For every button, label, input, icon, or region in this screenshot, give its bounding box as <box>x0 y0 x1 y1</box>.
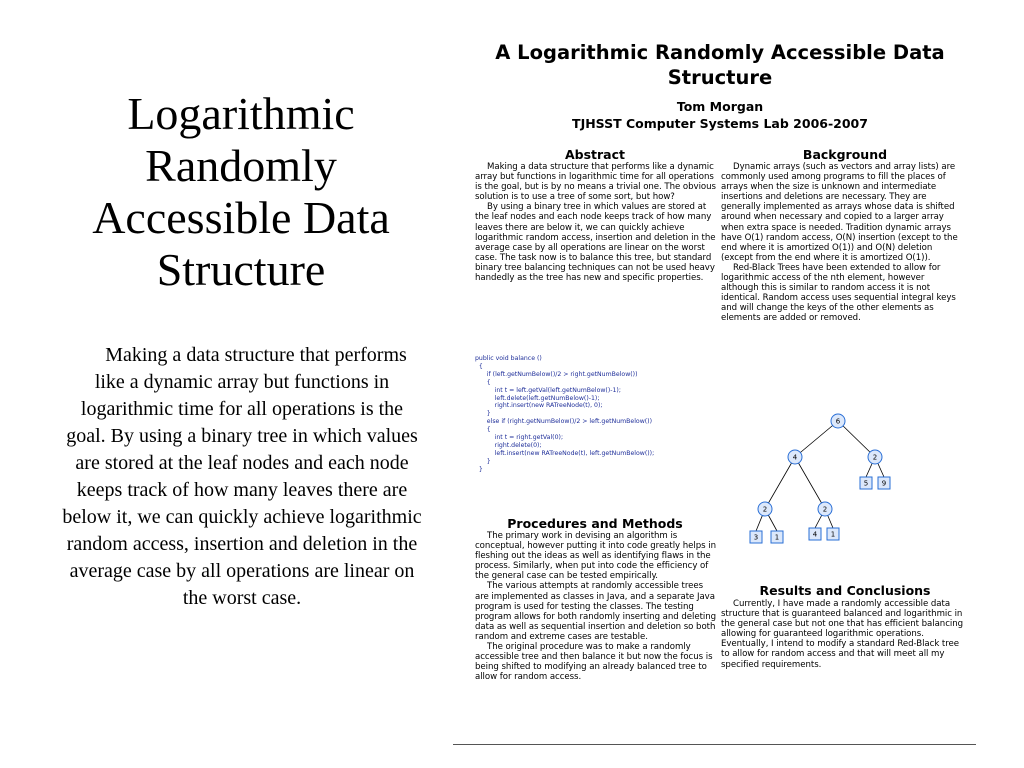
tree-leaf-label: 3 <box>753 533 759 542</box>
background-paragraph: Red-Black Trees have been extended to allow for logarithmic access of the nth element, however although this is similar to random access it is not identical. Random access uses sequential integral keys and will change the keys of the other elements as elements are added or removed. <box>721 262 956 324</box>
tree-leaf-label: 1 <box>774 533 780 542</box>
abstract-text <box>475 162 718 283</box>
procedures-paragraph: The primary work in devising an algorithm is conceptual, however putting it into code greatly helps in fleshing out the ideas as well as identifying flaws in the process. Similarly, when put into code the efficiency of the general case can be tested empirically. <box>475 531 716 582</box>
results-heading: Results and Conclusions <box>759 583 931 598</box>
tree-leaf-label: 1 <box>830 530 836 539</box>
background-text <box>721 162 963 324</box>
slide-title: Logarithmic Randomly Accessible Data Structure <box>92 88 390 295</box>
background-heading: Background <box>802 147 888 162</box>
poster-author: Tom Morgan <box>676 99 764 114</box>
abstract-heading: Abstract <box>564 147 626 162</box>
background-paragraph: Dynamic arrays (such as vectors and array lists) are commonly used among programs to fill the places of arrays when the size is unknown and intermediate insertions and deletions are necessary. They are generally implemented as arrays whose data is shifted around when necessary and copied to a larger array when extra space is needed. Tradition dynamic arrays have O(1) random access, O(N) insertion (except to the end where it is amortized O(1)) and O(N) deletion (except from the end where it is amortized O(1)). <box>721 162 958 263</box>
procedures-paragraph: The various attempts at randomly accessible trees are implemented as classes in Java, and a separate Java program is used for testing the classes. The testing program allows for both randomly inserting and deleting data as well as sequential insertion and deletion so both random and extreme cases are testable. <box>475 581 717 642</box>
tree-node-label: 2 <box>822 505 828 514</box>
poster-affiliation: TJHSST Computer Systems Lab 2006-2007 <box>572 116 868 131</box>
tree-leaf-label: 5 <box>863 479 869 488</box>
procedures-paragraph: The original procedure was to make a randomly accessible tree and then balance it but now the focus is being shifted to modifying an already balanced tree to allow for random access. <box>475 642 713 683</box>
poster-image <box>470 40 970 755</box>
tree-leaf-label: 4 <box>812 530 818 539</box>
slide-body-text: Making a data structure that performs like a dynamic array but functions in logarithmic time for all operations is the goal. By using a binary tree in which values are stored at the leaf nodes and each node keeps track of how many leaves there are below it, we can quickly achieve logarithmic random access, insertion and deletion in the average case by all operations are linear on the worst case. <box>62 344 422 609</box>
tree-node-label: 2 <box>872 453 878 462</box>
results-text <box>721 599 963 670</box>
abstract-paragraph: Making a data structure that performs like a dynamic array but functions in logarithmic time for all operations is the goal, but is by no means a trivial one. The obvious solution is to use a tree of some sort, but how? <box>475 162 716 203</box>
bottom-divider <box>453 744 976 745</box>
tree-node-label: 6 <box>835 417 841 426</box>
results-paragraph: Currently, I have made a randomly accessible data structure that is guaranteed balanced and logarithmic in the general case but not one that has efficient balancing allowing for guaranteed logarithmic operations. Eventually, I intend to modify a standard Red-Black tree to allow for random access and that will meet all my specified requirements. <box>721 599 964 670</box>
binary-tree-diagram <box>740 405 940 585</box>
procedures-text <box>475 531 718 682</box>
code-snippet: public void balance () { if (left.getNumBelow()/2 > right.getNumBelow()) { int t = left.getVal(left.getNumBelow()-1); left.delete(left.getNumBelow()-1); right.insert(new RATreeNode(t), 0); } else if (right.getNumBelow()/2 > left.getNumBelow()) { int t = right.getVal(0); right.delete(0); left.insert(new RATreeNode(t), left.getNumBelow()); } } <box>475 355 655 473</box>
procedures-heading: Procedures and Methods <box>507 516 683 531</box>
abstract-paragraph: By using a binary tree in which values are stored at the leaf nodes and each node keeps track of how many leaves there are below it, we can quickly achieve logarithmic random access, insertion and deletion in the average case by all operations are linear on the worst case. The task now is to balance this tree, but standard binary tree balancing techniques can not be used heavy handedly as the tree has new and specific properties. <box>475 202 716 284</box>
poster-title: A Logarithmic Randomly Accessible Data Structure <box>495 41 945 89</box>
tree-leaf-label: 9 <box>881 479 887 488</box>
tree-node-label: 4 <box>792 453 798 462</box>
tree-node-label: 2 <box>762 505 768 514</box>
